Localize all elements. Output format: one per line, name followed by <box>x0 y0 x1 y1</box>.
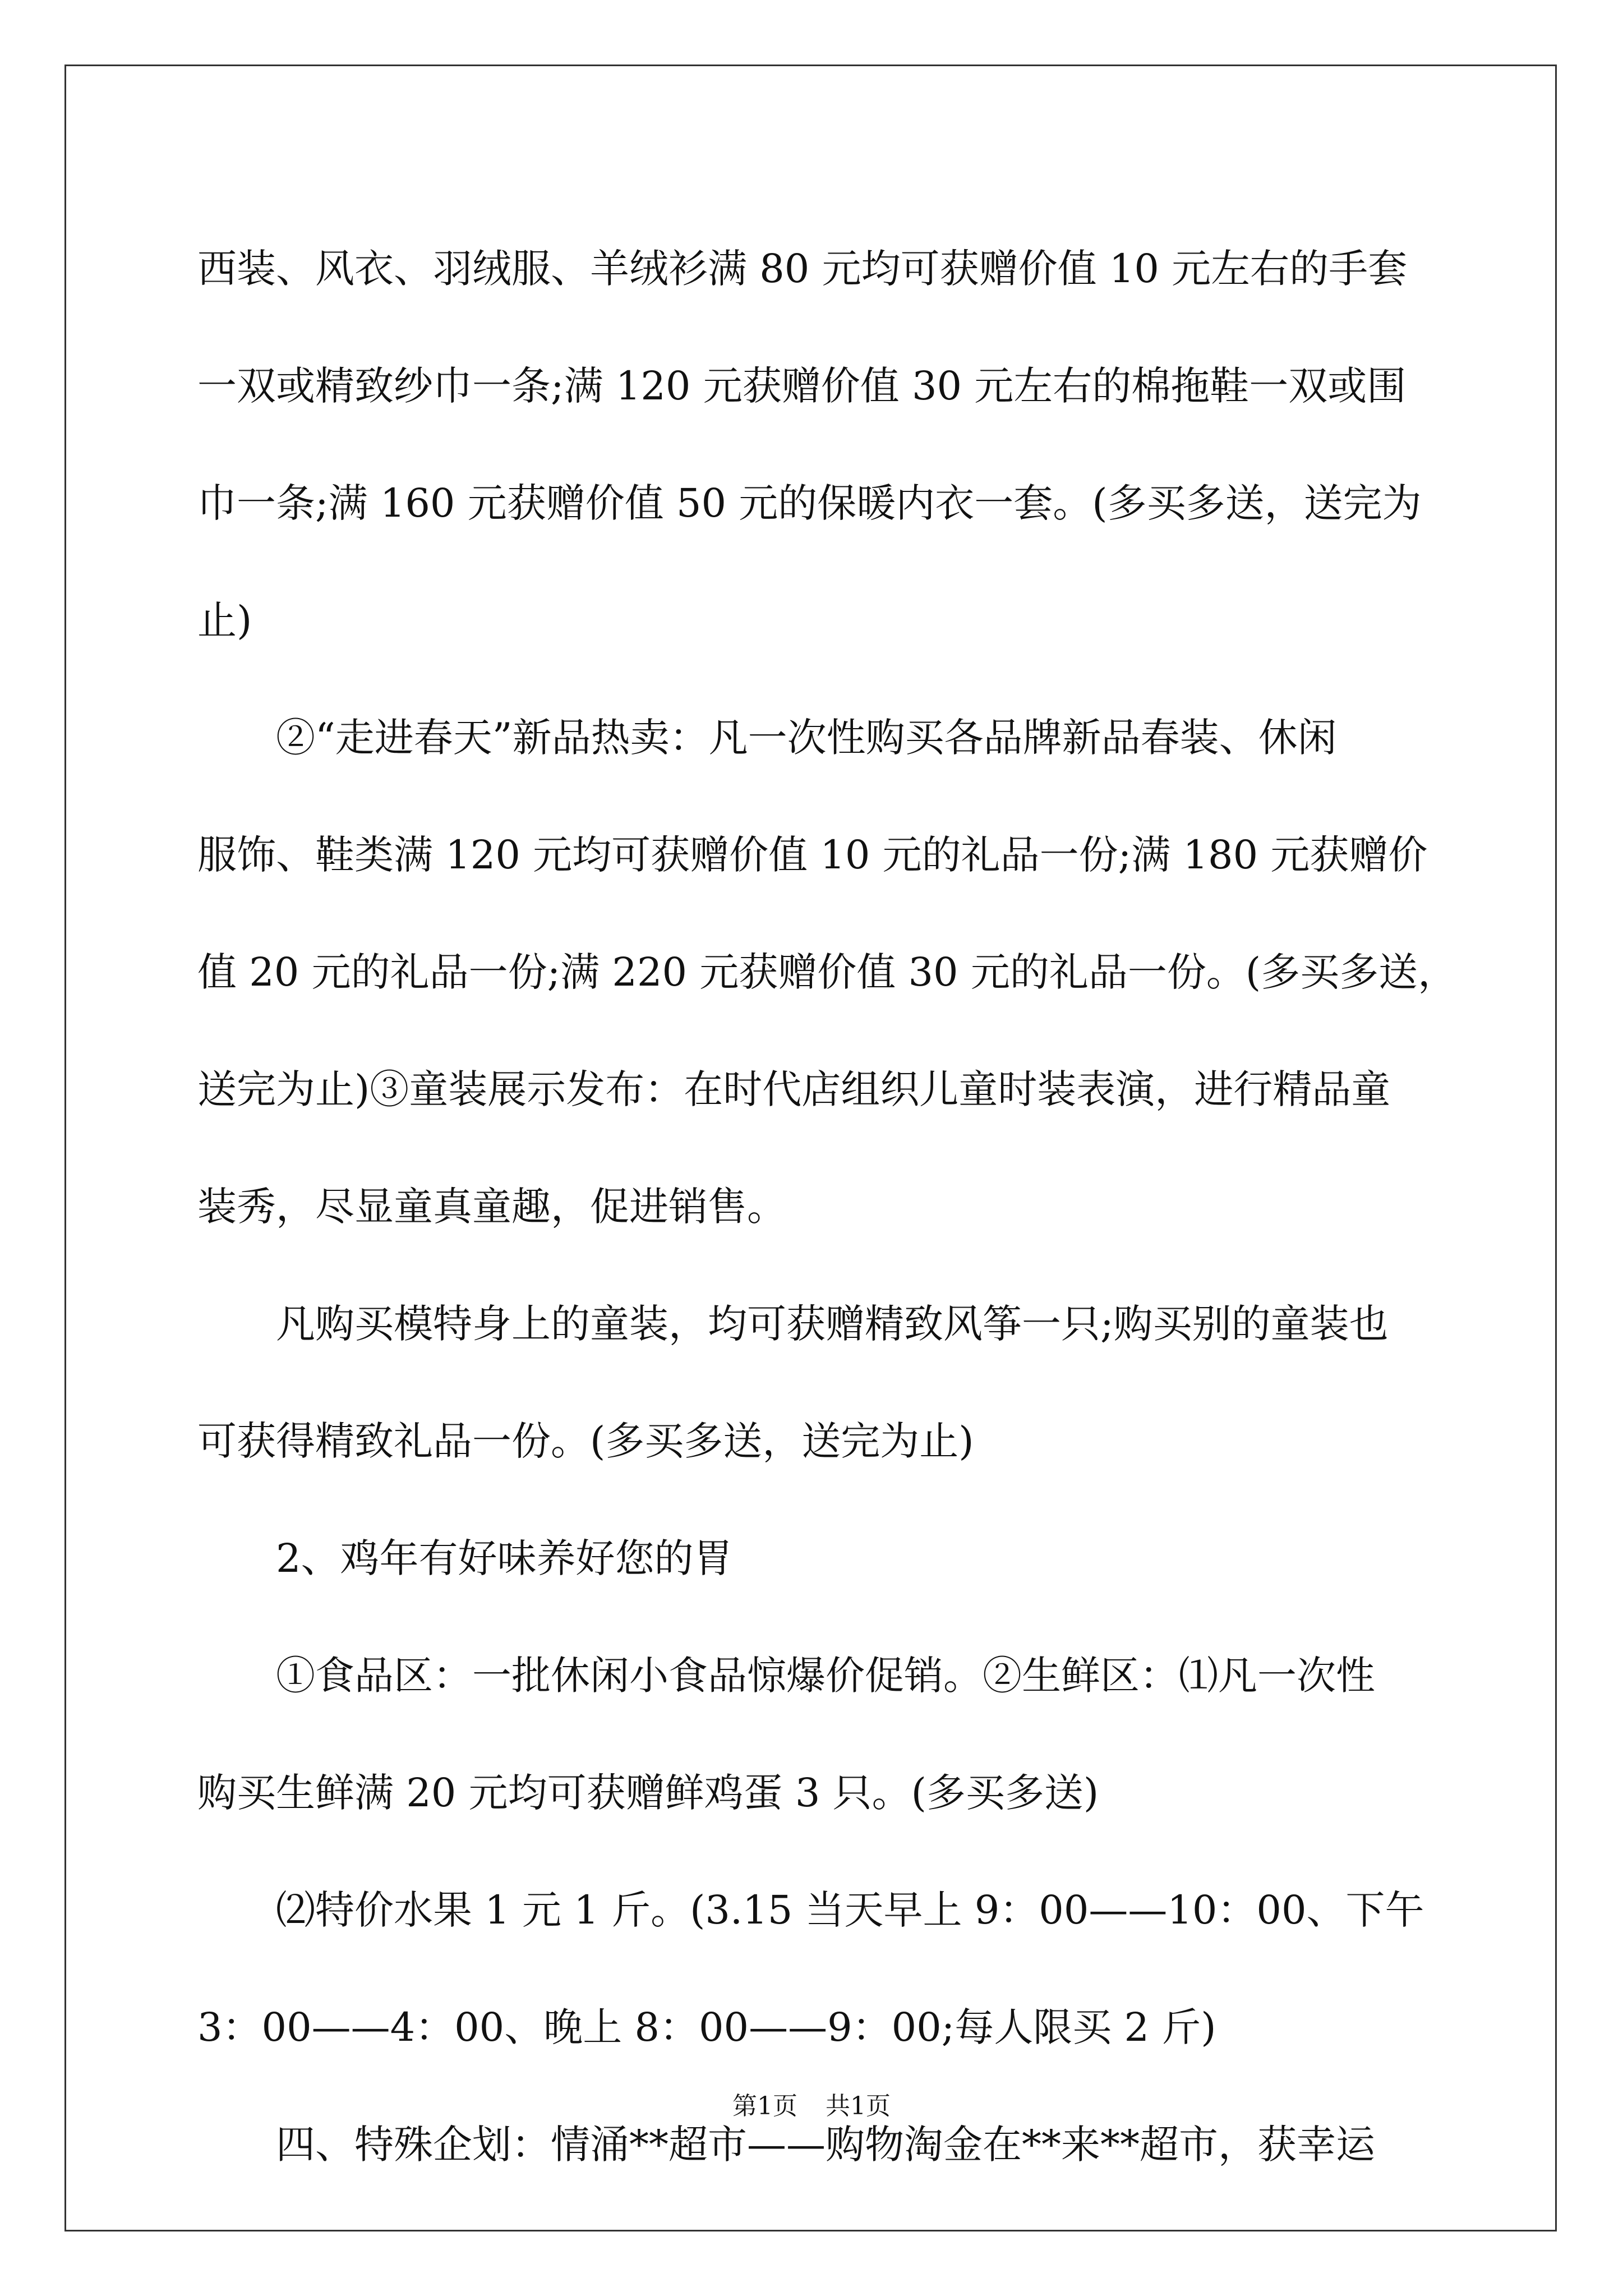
body-line-7: 值 20 元的礼品一份;满 220 元获赠价值 30 元的礼品一份。(多买多送， <box>197 949 1458 995</box>
body-line-10: 凡购买模特身上的童装，均可获赠精致风筝一只;购买别的童装也 <box>276 1301 1389 1347</box>
page-footer <box>0 2090 1623 2123</box>
body-line-2: 一双或精致纱巾一条;满 120 元获赠价值 30 元左右的棉拖鞋一双或围 <box>197 363 1407 409</box>
body-line-15: ⑵特价水果 1 元 1 斤。(3.15 当天早上 9：00——10：00、下午 <box>276 1887 1424 1933</box>
body-line-5: ②“走进春天”新品热卖：凡一次性购买各品牌新品春装、休闲 <box>276 715 1337 761</box>
body-line-6: 服饰、鞋类满 120 元均可获赠价值 10 元的礼品一份;满 180 元获赠价 <box>197 832 1428 878</box>
page-number-total: 共1页 <box>826 2092 891 2120</box>
body-line-3: 巾一条;满 160 元获赠价值 50 元的保暖内衣一套。(多买多送，送完为 <box>197 480 1422 526</box>
body-line-12: 2、鸡年有好味养好您的胃 <box>276 1535 733 1581</box>
body-line-8: 送完为止)③童装展示发布：在时代店组织儿童时装表演，进行精品童 <box>197 1066 1391 1112</box>
page-number-current: 第1页 <box>732 2092 797 2120</box>
body-line-9: 装秀，尽显童真童趣，促进销售。 <box>197 1184 786 1230</box>
body-line-14: 购买生鲜满 20 元均可获赠鲜鸡蛋 3 只。(多买多送) <box>197 1770 1099 1816</box>
document-body <box>197 210 1458 2203</box>
body-line-4: 止) <box>197 597 252 643</box>
body-line-11: 可获得精致礼品一份。(多买多送，送完为止) <box>197 1418 974 1464</box>
body-line-17: 四、特殊企划：情涌**超市——购物淘金在**来**超市，获幸运 <box>276 2122 1375 2168</box>
body-line-16: 3：00——4：00、晚上 8：00——9：00;每人限买 2 斤) <box>197 2004 1216 2050</box>
body-line-1: 西装、风衣、羽绒服、羊绒衫满 80 元均可获赠价值 10 元左右的手套 <box>197 246 1408 292</box>
body-line-13: ①食品区：一批休闲小食品惊爆价促销。②生鲜区：⑴凡一次性 <box>276 1653 1375 1699</box>
